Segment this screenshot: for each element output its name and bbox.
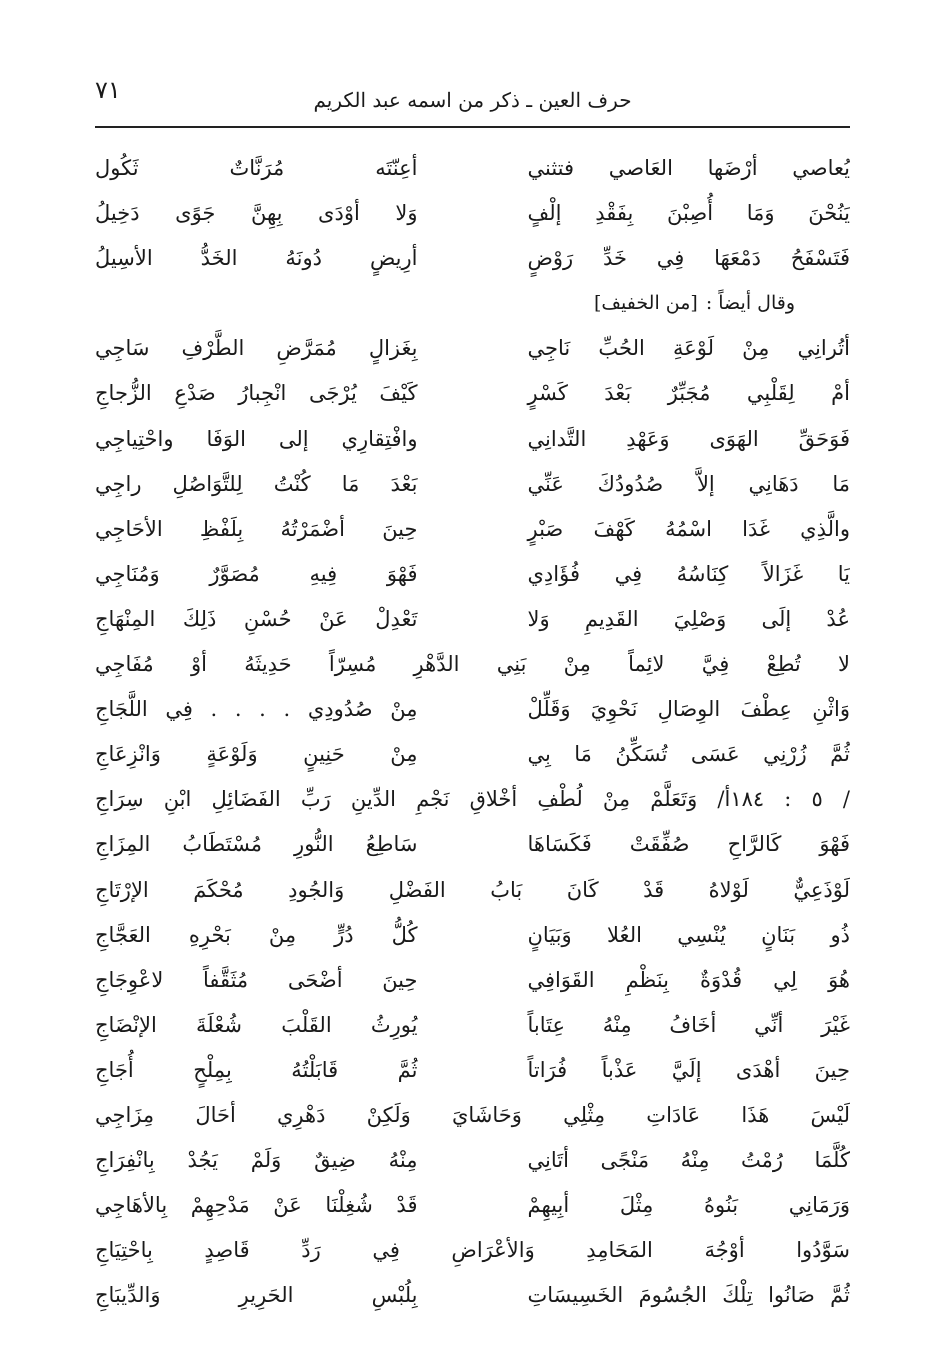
couplet-row — [95, 822, 850, 867]
intro-text: وقال أيضاً : — [705, 292, 795, 315]
second-hemistich: مِنْ صُدُودِي . . . . فِي اللَّجَاجِ — [95, 697, 418, 722]
second-hemistich: مِنْ حَنِينٍ وَلَوْعَةٍ وَانْزِعَاجِ — [95, 742, 418, 767]
second-hemistich: أرِيضٍ دُونَهُ الخَدُّ الأسِيلُ — [95, 246, 418, 271]
first-hemistich: يُعاصي أرْضَها العَاصي فتثني — [527, 156, 850, 180]
first-hemistich: فَوَحَقِّ الهَوَى وَعَهْدِ التَّدانِي — [527, 426, 850, 451]
second-hemistich: حِينَ أضْمَرْتُهُ بِلَفْظِ الأحَاجِي — [95, 516, 418, 541]
poem-body — [95, 146, 850, 1318]
first-hemistich: يَا غَزَالاً كِنَاسُهُ فِي فُؤَادِي — [527, 561, 850, 586]
verse-couplet — [95, 146, 850, 191]
poem-section-1 — [95, 146, 850, 281]
first-hemistich: فَهْوَ كَالرَّاحِ صُفِّقَتْ فَكَسَاهَا — [527, 832, 850, 857]
verse-text: سَوَّدُوا أوْجُهَ المَحَامِدِ وَالأعْرَاضِ فِي رَدِّ قَاصِدٍ بِاحْتِيَاجِ — [95, 1238, 850, 1263]
first-hemistich: ثُمَّ صَانُوا تِلْكَ الجُسُومَ الخَسِيسَاتِ — [527, 1283, 850, 1308]
second-hemistich: وافْتِقارِي إلى الوَفَا واحْتِياجِي — [95, 426, 418, 451]
verse-couplet — [95, 1003, 850, 1048]
couplet-row — [95, 146, 850, 191]
verse-couplet — [95, 1273, 850, 1318]
first-hemistich: فَتَسْفَحُ دَمْعَهَا فِي خَدِّ رَوْضٍ — [527, 246, 850, 271]
couplet-row — [95, 1183, 850, 1228]
verse-line-full — [95, 1228, 850, 1273]
first-hemistich: عُدْ إلَى وَصْلِيَ القَدِيمِ وَلا — [527, 606, 850, 631]
second-hemistich: سَاطِعُ النُّورِ مُسْتَطَابُ المِزَاجِ — [95, 832, 418, 857]
couplet-row — [95, 236, 850, 281]
couplet-row — [95, 687, 850, 732]
couplet-row — [95, 732, 850, 777]
first-hemistich: أمْ لِقَلْبِي مُجَبِّرٌ بَعْدَ كَسْرٍ — [527, 381, 850, 406]
second-hemistich: بِلُبْسِ الحَرِيرِ وَالدِّيبَاجِ — [95, 1283, 418, 1308]
second-hemistich: تَعْدِلْ عَنْ حُسْنِ ذَلِكَ المِنْهَاجِ — [95, 606, 418, 631]
first-hemistich: غَيْرَ أنِّي أخَافُ مِنْهُ عِتَاباً — [527, 1012, 850, 1037]
verse-text: لَيْسَ هَذَا عَادَاتِ مِثْلِي وَحَاشَايَ وَلَكِنْ دَهْرِي أحَالَ مِزَاجِي — [95, 1102, 850, 1127]
first-hemistich: ثُمَّ زُرْنِي عَسَى تُسَكِّنُ مَا بِي — [527, 742, 850, 767]
first-hemistich: هُوَ لِي قُدْوَةٌ بِنَظْمِ القَوَافِي — [527, 967, 850, 992]
verse-text: لَوْذَعِيٌّ لَوْلاهُ قَدْ كَانَ بَابُ الفَضْلِ وَالجُودِ مُحْكَمَ الإرْتَاجِ — [95, 877, 850, 902]
page-number: ٧١ — [95, 76, 121, 104]
verse-line-full — [95, 1093, 850, 1138]
couplet-row — [95, 597, 850, 642]
couplet-row — [95, 1273, 850, 1318]
couplet-row — [95, 552, 850, 597]
verse-line-full — [95, 868, 850, 913]
first-hemistich: يَنُحْنَ وَمَا أُصِبْنَ بِفَقْدِ إلْفٍ — [527, 201, 850, 226]
verse-couplet — [95, 191, 850, 236]
first-hemistich: والَّذِي غَدَا اسْمُهُ كَهْفَ صَبْرٍ — [527, 516, 850, 541]
second-hemistich: كَيْفَ يُرْجَى انْجِبارُ صَدْعِ الزُّجاجِ — [95, 381, 418, 406]
couplet-row — [95, 326, 850, 371]
second-hemistich: كُلُّ دُرٍّ مِنْ بَحْرِهِ العَجَّاجِ — [95, 922, 418, 947]
verse-couplet — [95, 1183, 850, 1228]
couplet-row — [95, 417, 850, 462]
verse-line-full — [95, 642, 850, 687]
verse-couplet — [95, 913, 850, 958]
second-hemistich: حِينَ أضْحَى مُثَقَّفاً لاعْوِجَاجِ — [95, 967, 418, 992]
second-hemistich: وَلا أوْدَى بِهِنَّ جَوًى دَخِيلُ — [95, 201, 418, 226]
verse-couplet — [95, 371, 850, 416]
verse-couplet — [95, 552, 850, 597]
verse-couplet — [95, 1138, 850, 1183]
verse-line-full — [95, 777, 850, 822]
meter-label: [من الخفيف] — [593, 292, 698, 315]
first-hemistich: وَرَمَانِي بَنُوهُ مِثْلَ أبِيهِمْ — [527, 1193, 850, 1218]
first-hemistich: مَا دَهَانِي إلاَّ صُدُودُكَ عَنِّي — [527, 471, 850, 496]
first-hemistich: أتُرانِي مِنْ لَوْعَةِ الحُبِّ نَاجِي — [527, 336, 850, 361]
verse-couplet — [95, 597, 850, 642]
poem-section-2 — [95, 326, 850, 1318]
verse-couplet — [95, 1048, 850, 1093]
second-hemistich: يُورِثُ القَلْبَ شُعْلَةَ الإنْضَاجِ — [95, 1012, 418, 1037]
first-hemistich: حِينَ أهْدَى إلَيَّ عَذْباً فُرَاتاً — [527, 1057, 850, 1082]
verse-couplet — [95, 732, 850, 777]
verse-couplet — [95, 822, 850, 867]
second-hemistich: مِنْهُ ضِيقٌ وَلَمْ يَجُدْ بِانْفِرَاجِ — [95, 1148, 418, 1173]
second-hemistich: قَدْ شُغِلْنَا عَنْ مَدْحِهِمْ بِالأهَاجِي — [95, 1193, 418, 1218]
couplet-row — [95, 1138, 850, 1183]
verse-couplet — [95, 417, 850, 462]
couplet-row — [95, 371, 850, 416]
couplet-row — [95, 507, 850, 552]
second-hemistich: بِغَزالٍ مُمَرَّضِ الطَّرْفِ سَاجِي — [95, 336, 418, 361]
couplet-row — [95, 462, 850, 507]
first-hemistich: ذُو بَنَانٍ يُنْسِي العُلا وَبَيَانٍ — [527, 922, 850, 947]
second-hemistich: فَهْوَ فِيهِ مُصَوَّرٌ وَمُنَاجِي — [95, 561, 418, 586]
verse-couplet — [95, 462, 850, 507]
couplet-row — [95, 1048, 850, 1093]
first-hemistich: كُلَّمَا رُمْتُ مِنْهُ مَنْجًى أتَانِي — [527, 1148, 850, 1173]
poem-intro — [95, 281, 850, 326]
verse-couplet — [95, 958, 850, 1003]
couplet-row — [95, 958, 850, 1003]
page-header — [95, 76, 850, 128]
second-hemistich: ثُمَّ قَابَلْتُهُ بِمِلْحٍ أُجَاجِ — [95, 1057, 418, 1082]
running-title: حرف العين ـ ذكر من اسمه عبد الكريم — [313, 88, 632, 112]
verse-couplet — [95, 687, 850, 732]
first-hemistich: وَاثْنِ عِطْفَ الوِصَالِ نَحْوِيَ وَقَلِّلْ — [527, 697, 850, 722]
verse-couplet — [95, 236, 850, 281]
couplet-row — [95, 1003, 850, 1048]
couplet-row — [95, 191, 850, 236]
verse-couplet — [95, 326, 850, 371]
second-hemistich: بَعْدَ مَا كُنْتُ لِلتَّوَاصُلِ راجِي — [95, 471, 418, 496]
verse-text: لا تُطِعْ فِيَّ لائِماً مِنْ بَنِي الدَّهْرِ مُسِرّاً حَدِيثَهُ أوْ مُفَاجِي — [95, 652, 850, 677]
verse-text: / ٥ : ١٨٤أ/ وَتَعَلَّمْ مِنْ لُطْفِ أخْلاقِ نَجْمِ الدِّينِ رَبِّ الفَضَائِلِ ابْنِ سِرَاجِ — [95, 787, 850, 812]
second-hemistich: أعِنّتَه مُرَنَّاتٌ ثَكُول — [95, 156, 418, 180]
verse-couplet — [95, 507, 850, 552]
couplet-row — [95, 913, 850, 958]
